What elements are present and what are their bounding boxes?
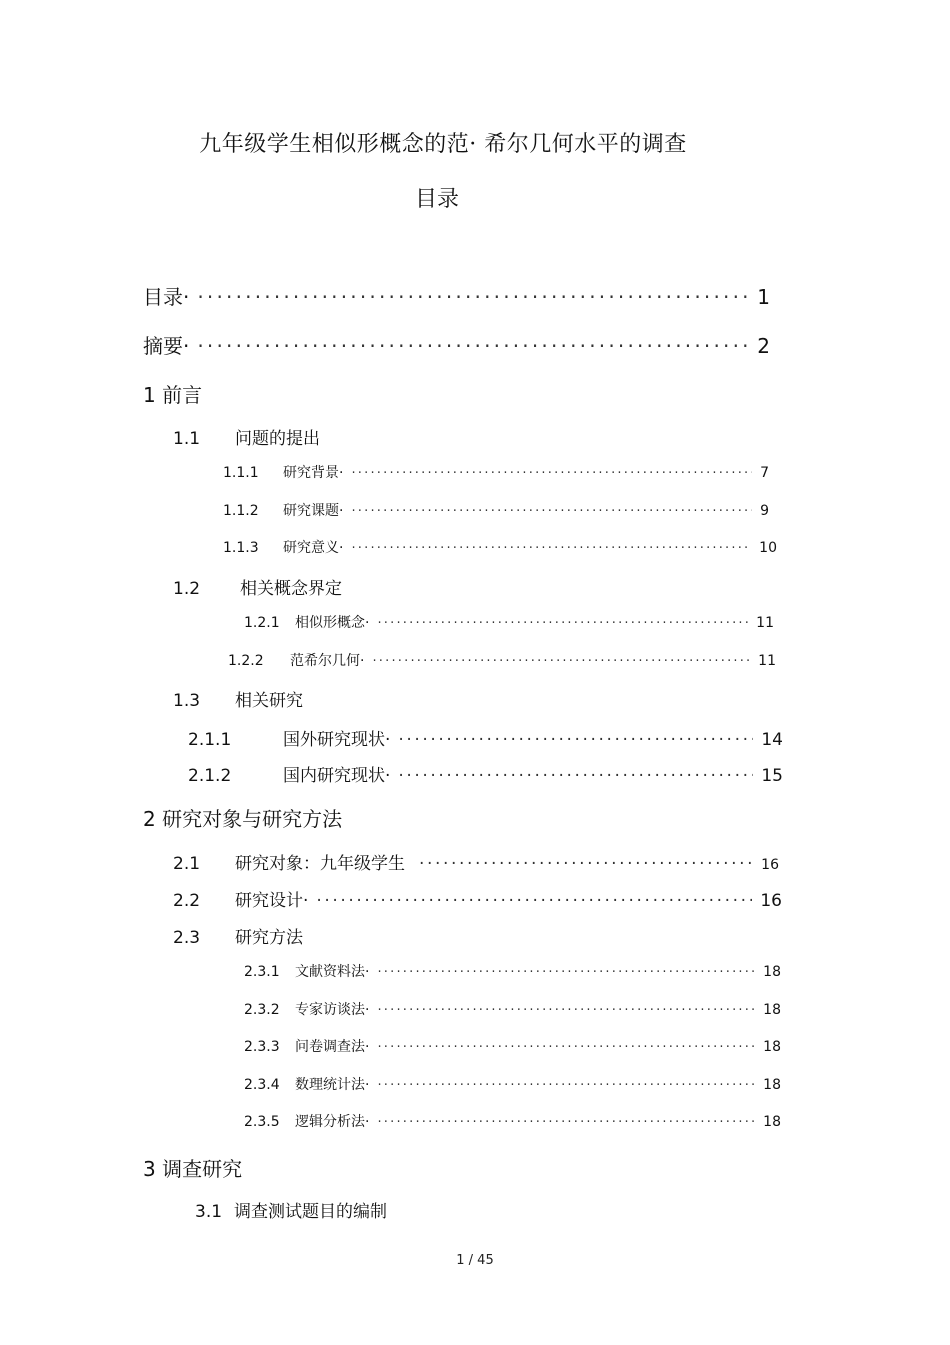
dot-leader [351, 466, 752, 481]
dot-leader [372, 654, 750, 669]
toc-entry-2-3-1[interactable]: 2.3.1 文献资料法· ····· 18 [244, 961, 781, 981]
dot-leader [351, 541, 751, 556]
toc-section-2-3[interactable]: 2.3 研究方法 [173, 928, 303, 948]
dot-leader [377, 1115, 755, 1130]
dot-leader [377, 1003, 755, 1018]
dot-leader [377, 1078, 755, 1093]
toc-entry-1-1-2[interactable]: 1.1.2 研究课题· ····· 9 [223, 500, 769, 520]
toc-section-1-2[interactable]: 1.2 相关概念界定 [173, 579, 342, 599]
dot-leader [377, 1040, 755, 1055]
dot-leader [377, 965, 755, 980]
toc-entry-1-2-2[interactable]: 1.2.2 范希尔几何· ····· 11 [228, 650, 776, 670]
toc-entry-2-3-3[interactable]: 2.3.3 问卷调查法· ····· 18 [244, 1036, 781, 1056]
dot-leader [197, 285, 749, 309]
dot-leader [351, 504, 752, 519]
page-indicator: 1 / 45 [456, 1253, 494, 1268]
dot-leader [197, 334, 749, 358]
dot-leader [398, 766, 753, 786]
dot-leader [316, 891, 752, 911]
dot-leader [377, 616, 748, 631]
toc-entry-2-1-2[interactable]: 2.1.2 国内研究现状· ····· 15 [188, 761, 783, 786]
toc-section-1-3[interactable]: 1.3 相关研究 [173, 691, 303, 711]
toc-section-2[interactable]: 2 研究对象与研究方法 [143, 807, 343, 831]
toc-entry-zhaiyao[interactable]: 摘要· ····· 2 [143, 330, 770, 359]
dot-leader [398, 730, 753, 750]
toc-entry-1-2-1[interactable]: 1.2.1 相似形概念· ····· 11 [244, 612, 774, 632]
toc-entry-2-2[interactable]: 2.2 研究设计· ····· 16 [173, 886, 782, 911]
toc-entry-1-1-1[interactable]: 1.1.1 研究背景· ····· 7 [223, 462, 769, 482]
toc-section-3-1[interactable]: 3.1 调查测试题目的编制 [195, 1202, 387, 1222]
toc-entry-mulu[interactable]: 目录· ····· 1 [143, 281, 770, 310]
dot-leader [419, 854, 753, 874]
toc-section-1[interactable]: 1 前言 [143, 383, 203, 407]
toc-section-1-1[interactable]: 1.1 问题的提出 [173, 429, 320, 449]
toc-entry-2-1[interactable]: 2.1 研究对象：九年级学生 ····· 16 [173, 849, 779, 874]
document-title: 九年级学生相似形概念的范· 希尔几何水平的调查 [199, 132, 687, 157]
toc-entry-2-3-4[interactable]: 2.3.4 数理统计法· ····· 18 [244, 1074, 781, 1094]
toc-entry-2-3-5[interactable]: 2.3.5 逻辑分析法· ····· 18 [244, 1111, 781, 1131]
toc-entry-2-3-2[interactable]: 2.3.2 专家访谈法· ····· 18 [244, 999, 781, 1019]
toc-entry-2-1-1[interactable]: 2.1.1 国外研究现状· ····· 14 [188, 725, 783, 750]
toc-entry-1-1-3[interactable]: 1.1.3 研究意义· ····· 10 [223, 537, 777, 557]
toc-heading: 目录 [414, 187, 459, 212]
toc-section-3[interactable]: 3 调查研究 [143, 1157, 243, 1181]
